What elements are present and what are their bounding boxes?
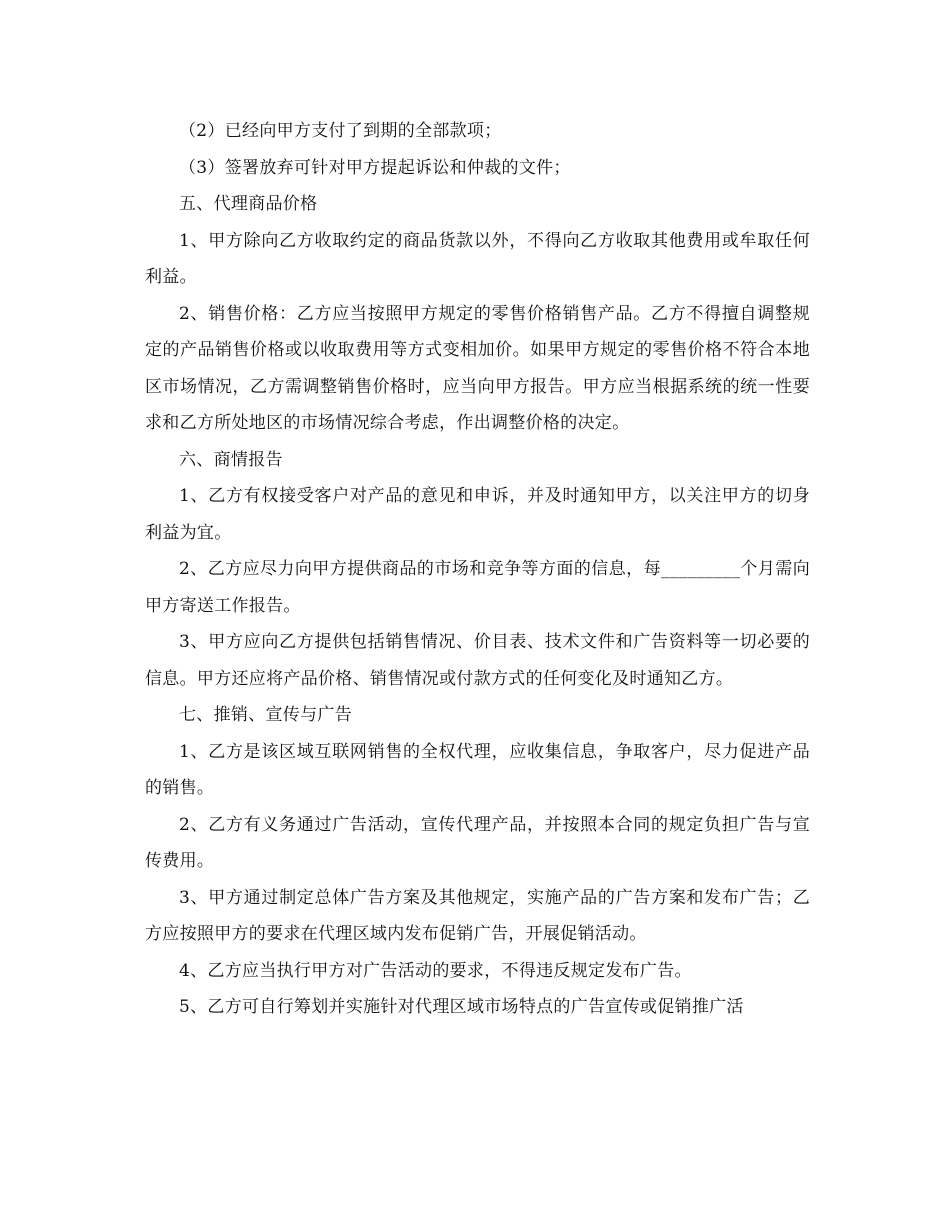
promotion-clause-3: 3、甲方通过制定总体广告方案及其他规定，实施产品的广告方案和发布广告；乙方应按照甲方的要求在代理区域内发布促销广告，开展促销活动。 (145, 887, 810, 944)
report-clause-1: 1、乙方有权接受客户对产品的意见和申诉，并及时通知甲方，以关注甲方的切身利益为宜。 (145, 486, 810, 543)
promotion-clause-4: 4、乙方应当执行甲方对广告活动的要求，不得违反规定发布广告。 (179, 960, 692, 981)
report-clause-3: 3、甲方应向乙方提供包括销售情况、价目表、技术文件和广告资料等一切必要的信息。甲方还应将产品价格、销售情况或付款方式的任何变化及时通知乙方。 (145, 632, 810, 689)
document-body (145, 113, 810, 1026)
pricing-clause-1: 1、甲方除向乙方收取约定的商品货款以外，不得向乙方收取其他费用或牟取任何利益。 (145, 230, 810, 287)
section-heading-pricing: 五、代理商品价格 (179, 194, 318, 214)
promotion-clause-2: 2、乙方有义务通过广告活动，宣传代理产品，并按照本合同的规定负担广告与宣传费用。 (145, 814, 810, 871)
section-heading-promotion: 七、推销、宣传与广告 (179, 705, 352, 725)
report-clause-2: 2、乙方应尽力向甲方提供商品的市场和竞争等方面的信息，每_________个月需向甲方寄送工作报告。 (145, 559, 810, 616)
clause-item-2-paid: （2）已经向甲方支付了到期的全部款项； (179, 121, 502, 141)
pricing-clause-2: 2、销售价格：乙方应当按照甲方规定的零售价格销售产品。乙方不得擅自调整规定的产品销售价格或以收取费用等方式变相加价。如果甲方规定的零售价格不符合本地区市场情况，乙方需调整销售价格时，应当向甲方报告。甲方应当根据系统的统一性要求和乙方所处地区的市场情况综合考虑，作出调整价格的决定。 (145, 303, 810, 433)
promotion-clause-1: 1、乙方是该区域互联网销售的全权代理，应收集信息，争取客户，尽力促进产品的销售。 (145, 741, 810, 798)
clause-item-3-waiver: （3）签署放弃可针对甲方提起诉讼和仲裁的文件； (179, 157, 571, 178)
section-heading-market-report: 六、商情报告 (179, 449, 283, 470)
promotion-clause-5: 5、乙方可自行筹划并实施针对代理区域市场特点的广告宣传或促销推广活 (179, 997, 744, 1017)
